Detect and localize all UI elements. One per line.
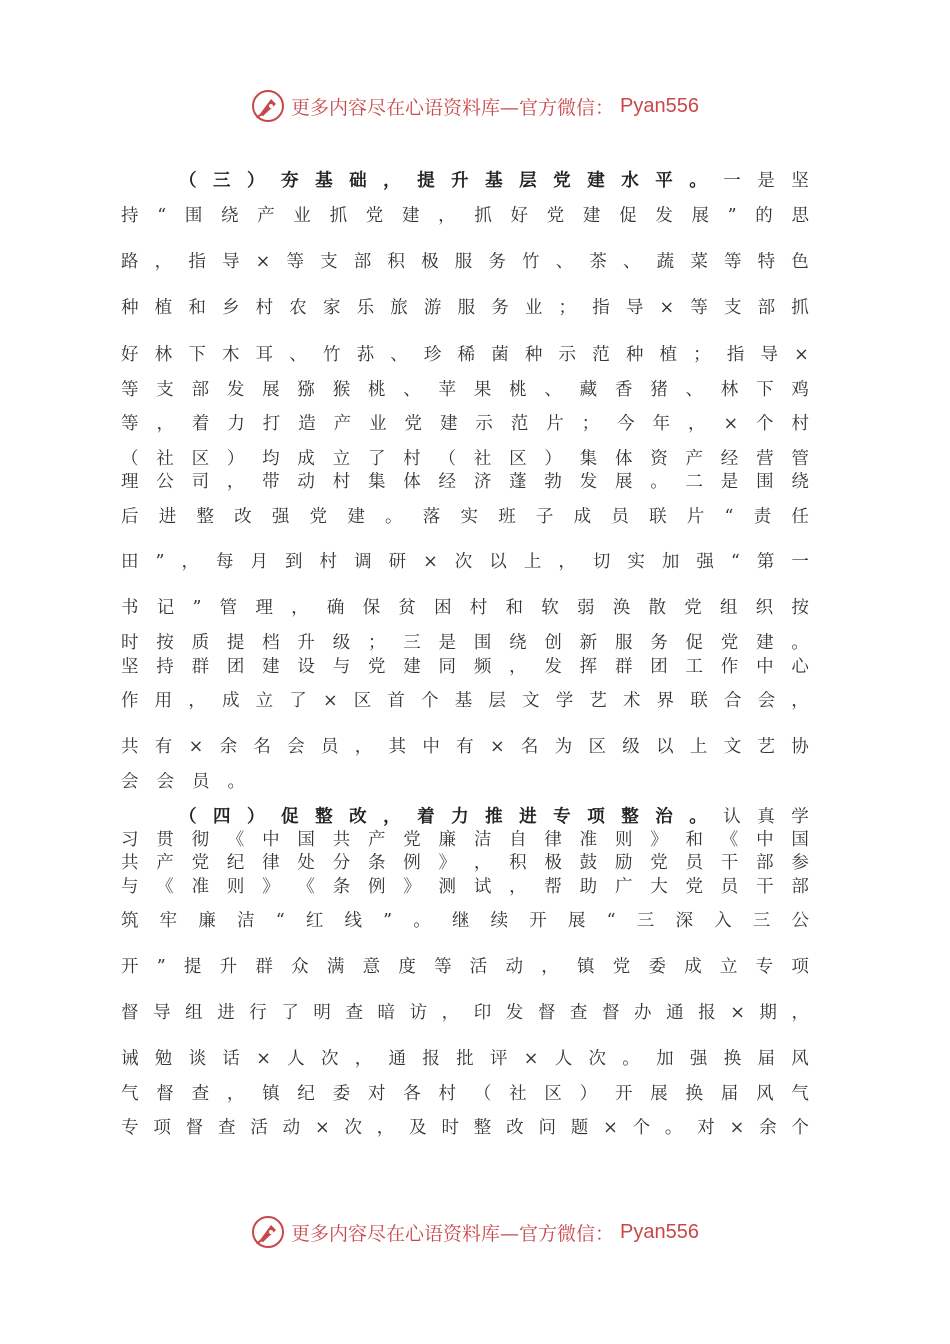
text-line: 好 林 下 木 耳 、 竹 荪 、 珍 稀 菌 种 示 范 种 植 ； 指 导 ×	[121, 345, 809, 365]
text-line: 持 “ 围 绕 产 业 抓 党 建 ， 抓 好 党 建 促 发 展 ” 的 思	[121, 206, 809, 226]
text-line: 等 ， 着 力 打 造 产 业 党 建 示 范 片 ； 今 年 ， × 个 村	[121, 414, 809, 434]
text-line: （ 四 ） 促 整 改 ， 着 力 推 进 专 项 整 治 。 认 真 学	[179, 807, 809, 827]
text-line: 理 公 司 ， 带 动 村 集 体 经 济 蓬 勃 发 展 。 二 是 围 绕	[121, 472, 809, 492]
text-line: 习 贯 彻 《 中 国 共 产 党 廉 洁 自 律 准 则 》 和 《 中 国	[121, 830, 809, 850]
text-line: 种 植 和 乡 村 农 家 乐 旅 游 服 务 业 ； 指 导 × 等 支 部 抓	[121, 298, 809, 318]
text-line: 田 ” ， 每 月 到 村 调 研 × 次 以 上 ， 切 实 加 强 “ 第 一	[121, 552, 809, 572]
text-line: 路 ， 指 导 × 等 支 部 积 极 服 务 竹 、 茶 、 蔬 菜 等 特 色	[121, 252, 809, 272]
watermark-text: 更多内容尽在心语资料库—官方微信：	[291, 96, 615, 119]
text-line: 坚 持 群 团 建 设 与 党 建 同 频 ， 发 挥 群 团 工 作 中 心	[121, 657, 809, 677]
text-line: 共 有 × 余 名 会 员 ， 其 中 有 × 名 为 区 级 以 上 文 艺 协	[121, 737, 809, 757]
text-line: 后 进 整 改 强 党 建 。 落 实 班 子 成 员 联 片 “ 责 任	[121, 507, 809, 527]
text-line: （ 社 区 ） 均 成 立 了 村 （ 社 区 ） 集 体 资 产 经 营 管	[121, 449, 809, 469]
text-line: 开 ” 提 升 群 众 满 意 度 等 活 动 ， 镇 党 委 成 立 专 项	[121, 957, 809, 977]
text-line: 会 会 员 。	[121, 772, 245, 792]
text-line: 专 项 督 查 活 动 × 次 ， 及 时 整 改 问 题 × 个 。 对 × 余 个	[121, 1118, 809, 1138]
watermark-footer	[0, 1212, 950, 1252]
watermark-text: 更多内容尽在心语资料库—官方微信：	[291, 1222, 615, 1245]
watermark-wechat-id: Pyan556	[620, 1220, 699, 1243]
text-line: 督 导 组 进 行 了 明 查 暗 访 ， 印 发 督 查 督 办 通 报 × 期 ，	[121, 1003, 809, 1023]
text-line: （ 三 ） 夯 基 础 ， 提 升 基 层 党 建 水 平 。 一 是 坚	[179, 171, 809, 191]
text-line: 共 产 党 纪 律 处 分 条 例 》 ， 积 极 鼓 励 党 员 干 部 参	[121, 853, 809, 873]
pen-nib-logo-icon	[251, 1215, 285, 1249]
text-line: 筑 牢 廉 洁 “ 红 线 ” 。 继 续 开 展 “ 三 深 入 三 公	[121, 911, 809, 931]
text-line: 书 记 ” 管 理 ， 确 保 贫 困 村 和 软 弱 涣 散 党 组 织 按	[121, 598, 809, 618]
text-line: 气 督 查 ， 镇 纪 委 对 各 村 （ 社 区 ） 开 展 换 届 风 气	[121, 1084, 809, 1104]
watermark-wechat-id: Pyan556	[620, 94, 699, 117]
text-line: 作 用 ， 成 立 了 × 区 首 个 基 层 文 学 艺 术 界 联 合 会 ，	[121, 691, 809, 711]
text-line: 与 《 准 则 》 《 条 例 》 测 试 ， 帮 助 广 大 党 员 干 部	[121, 877, 809, 897]
text-line: 时 按 质 提 档 升 级 ； 三 是 围 绕 创 新 服 务 促 党 建 。	[121, 633, 809, 653]
text-line: 等 支 部 发 展 猕 猴 桃 、 苹 果 桃 、 藏 香 猪 、 林 下 鸡	[121, 380, 809, 400]
text-line: 诫 勉 谈 话 × 人 次 ， 通 报 批 评 × 人 次 。 加 强 换 届 风	[121, 1049, 809, 1069]
